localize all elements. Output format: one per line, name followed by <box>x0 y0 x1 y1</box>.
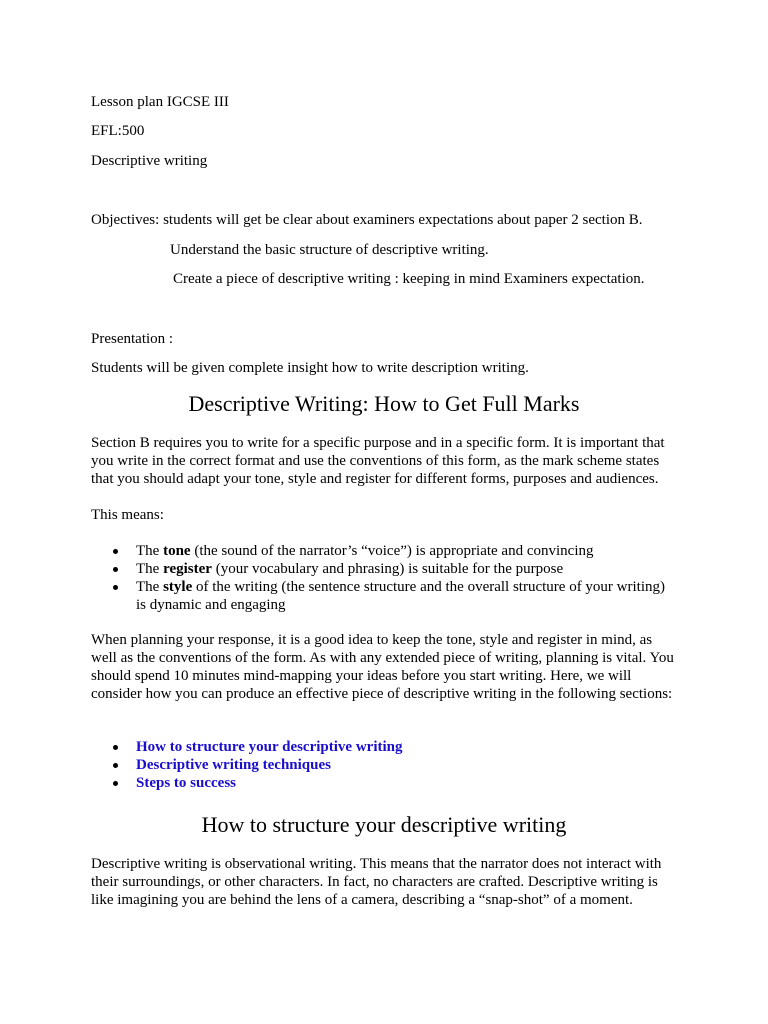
section-b-paragraph: Section B requires you to write for a specific purpose and in a specific form. It is important that you write in the correct format and use the conventions of this form, as the mark scheme states that you should adapt your tone, style and register for different forms, purposes and audiences. <box>91 435 665 487</box>
link-techniques[interactable]: Descriptive writing techniques <box>136 757 331 773</box>
list-item-text: (the sound of the narrator’s “voice”) is appropriate and convincing <box>190 543 594 559</box>
planning-paragraph: When planning your response, it is a good idea to keep the tone, style and register in mind, as well as the conventions of the form. As with any extended piece of writing, planning is vital. You should spend 10 minutes mind-mapping your ideas before you start writing. Here, we will consider how you can produce an effective piece of descriptive writing in the following sections: <box>91 632 674 702</box>
list-item-text: The <box>136 561 164 577</box>
presentation-text: Students will be given complete insight how to write description writing. <box>91 360 529 376</box>
structure-paragraph: Descriptive writing is observational writing. This means that the narrator does not interact with their surroundings, or other characters. In fact, no characters are crafted. Descriptive writing is like imagining you are behind the lens of a camera, describing a “snap-shot” of a moment. <box>91 856 662 908</box>
objectives-line-2: Understand the basic structure of descriptive writing. <box>170 242 489 258</box>
list-item <box>91 738 676 756</box>
link-structure[interactable]: How to structure your descriptive writing <box>136 739 403 755</box>
list-item-text: The <box>136 543 164 559</box>
course-code: EFL:500 <box>91 123 145 139</box>
list-item <box>91 560 676 578</box>
objectives-line-3: Create a piece of descriptive writing : keeping in mind Examiners expectation. <box>173 271 645 287</box>
link-steps-to-success[interactable]: Steps to success <box>136 775 236 791</box>
list-item-text: of the writing (the sentence structure and the overall structure of your writing) is dynamic and engaging <box>136 579 666 613</box>
objectives-line-1: Objectives: students will get be clear about examiners expectations about paper 2 section B. <box>91 212 643 228</box>
section-heading-full-marks: Descriptive Writing: How to Get Full Marks <box>188 391 580 416</box>
section-links-list <box>91 738 676 792</box>
this-means-label: This means: <box>91 507 164 523</box>
section-heading-structure: How to structure your descriptive writing <box>201 812 567 837</box>
list-item <box>91 756 676 774</box>
list-item <box>91 578 676 614</box>
list-item-text: The <box>136 579 164 595</box>
list-item-keyword: style <box>163 579 193 595</box>
lesson-plan-title: Lesson plan IGCSE III <box>91 94 229 110</box>
criteria-list <box>91 542 676 614</box>
presentation-label: Presentation : <box>91 331 174 347</box>
topic-title: Descriptive writing <box>91 153 208 169</box>
list-item <box>91 542 676 560</box>
list-item <box>91 774 676 792</box>
list-item-text: (your vocabulary and phrasing) is suitable for the purpose <box>211 561 564 577</box>
list-item-keyword: tone <box>163 543 191 559</box>
list-item-keyword: register <box>163 561 212 577</box>
